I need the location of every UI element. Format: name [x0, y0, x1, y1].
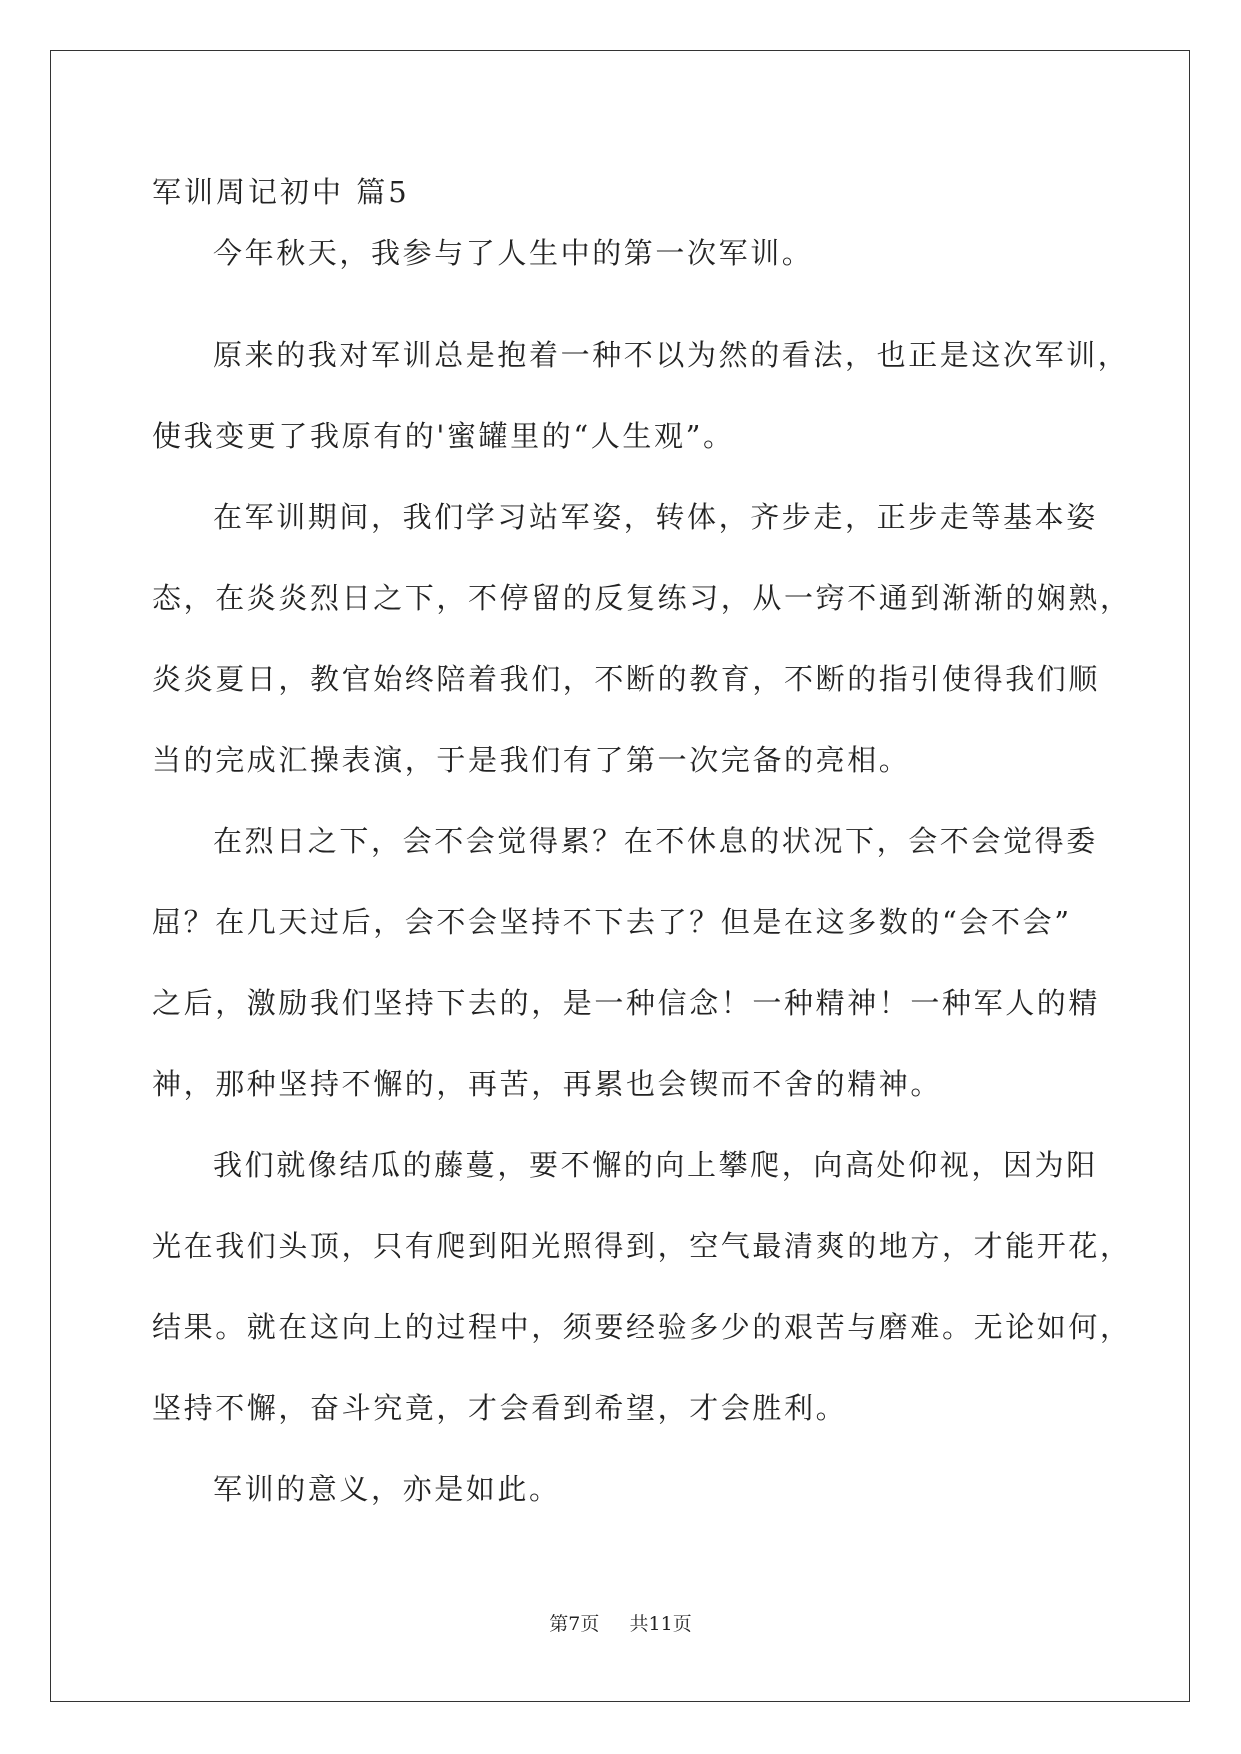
paragraph-5-line-4: 坚持不懈，奋斗究竟，才会看到希望，才会胜利。	[152, 1391, 848, 1425]
paragraph-5-line-2: 光在我们头顶，只有爬到阳光照得到，空气最清爽的地方，才能开花，	[152, 1229, 1132, 1263]
paragraph-5-line-3: 结果。就在这向上的过程中，须要经验多少的艰苦与磨难。无论如何，	[152, 1310, 1132, 1344]
document-title: 军训周记初中 篇5	[152, 175, 410, 209]
paragraph-5-line-1: 我们就像结瓜的藤蔓，要不懈的向上攀爬，向高处仰视，因为阳	[213, 1148, 1098, 1182]
paragraph-3-line-4: 当的完成汇操表演，于是我们有了第一次完备的亮相。	[152, 743, 911, 777]
paragraph-3-line-2: 态，在炎炎烈日之下，不停留的反复练习，从一窍不通到渐渐的娴熟，	[152, 581, 1132, 615]
page-number-footer	[0, 1612, 1241, 1636]
paragraph-1-line-1: 今年秋天，我参与了人生中的第一次军训。	[213, 236, 814, 270]
total-pages-label: 共11页	[629, 1613, 692, 1635]
paragraph-4-line-1: 在烈日之下，会不会觉得累？在不休息的状况下，会不会觉得委	[213, 824, 1098, 858]
paragraph-2-line-1: 原来的我对军训总是抱着一种不以为然的看法，也正是这次军训，	[213, 338, 1130, 372]
paragraph-3-line-3: 炎炎夏日，教官始终陪着我们，不断的教育，不断的指引使得我们顺	[152, 662, 1101, 696]
current-page-label: 第7页	[549, 1613, 600, 1635]
paragraph-3-line-1: 在军训期间，我们学习站军姿，转体，齐步走，正步走等基本姿	[213, 500, 1098, 534]
paragraph-4-line-3: 之后，激励我们坚持下去的，是一种信念！一种精神！一种军人的精	[152, 986, 1101, 1020]
paragraph-2-line-2: 使我变更了我原有的'蜜罐里的“人生观”。	[152, 419, 735, 453]
paragraph-4-line-4: 神，那种坚持不懈的，再苦，再累也会锲而不舍的精神。	[152, 1067, 943, 1101]
paragraph-4-line-2: 屈？在几天过后，会不会坚持不下去了？但是在这多数的“会不会”	[152, 905, 1072, 939]
paragraph-6-line-1: 军训的意义，亦是如此。	[213, 1472, 561, 1506]
page-border	[50, 50, 1190, 1702]
